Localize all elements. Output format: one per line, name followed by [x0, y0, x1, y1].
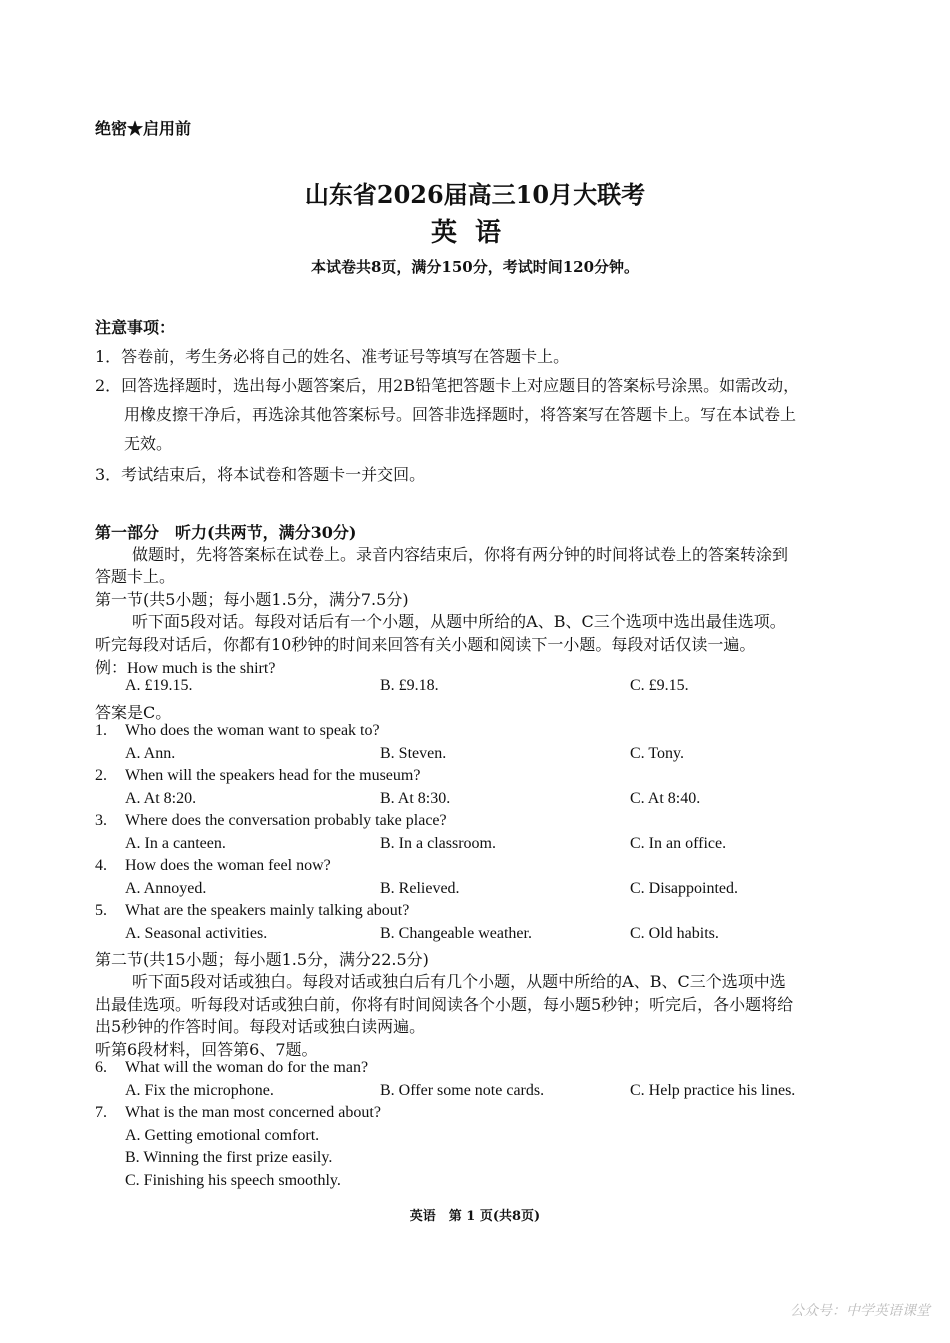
section2-intro-line2: 出最佳选项。听每段对话或独白前，你将有时间阅读各个小题，每小题5秒钟；听完后，各小题将给 — [95, 995, 794, 1014]
q3-option-c: C. In an office. — [630, 835, 727, 852]
example-option-b: B. £9.18. — [380, 677, 439, 694]
question-2: 2. When will the speakers head for the museum? — [95, 767, 421, 784]
section2-heading: 第二节(共15小题；每小题1.5分，满分22.5分) — [95, 950, 429, 969]
q7-option-c: C. Finishing his speech smoothly. — [125, 1172, 341, 1189]
section1-heading: 第一节(共5小题；每小题1.5分，满分7.5分) — [95, 590, 409, 609]
q1-option-c: C. Tony. — [630, 745, 684, 762]
q2-option-a: A. At 8:20. — [125, 790, 197, 807]
q6-option-b: B. Offer some note cards. — [380, 1082, 545, 1099]
part1-heading: 第一部分 听力(共两节，满分30分) — [95, 523, 357, 542]
confidential-label: 绝密★启用前 — [95, 119, 192, 138]
q4-option-a: A. Annoyed. — [125, 880, 207, 897]
notice-heading: 注意事项： — [95, 318, 176, 337]
question-3: 3. Where does the conversation probably take place? — [95, 812, 447, 829]
q2-option-c: C. At 8:40. — [630, 790, 701, 807]
question-7: 7. What is the man most concerned about? — [95, 1104, 381, 1121]
q5-option-c: C. Old habits. — [630, 925, 719, 942]
section2-intro-line3: 出5秒钟的作答时间。每段对话或独白读两遍。 — [95, 1017, 426, 1036]
q1-option-b: B. Steven. — [380, 745, 447, 762]
q7-option-b: B. Winning the first prize easily. — [125, 1149, 333, 1166]
q4-option-c: C. Disappointed. — [630, 880, 738, 897]
exam-info: 本试卷共8页，满分150分，考试时间120分钟。 — [310, 258, 640, 276]
notice-item-1: 1．答卷前，考生务必将自己的姓名、准考证号等填写在答题卡上。 — [95, 347, 570, 366]
page-footer: 英语 第 1 页(共8页) — [409, 1209, 541, 1224]
section1-intro-line1: 听下面5段对话。每段对话后有一个小题，从题中所给的A、B、C三个选项中选出最佳选项。 — [132, 612, 786, 631]
q4-option-b: B. Relieved. — [380, 880, 460, 897]
q5-option-a: A. Seasonal activities. — [125, 925, 268, 942]
example-question: 例：How much is the shirt? — [95, 660, 276, 677]
q3-option-b: B. In a classroom. — [380, 835, 496, 852]
notice-item-3: 3．考试结束后，将本试卷和答题卡一并交回。 — [95, 465, 426, 484]
q6-option-c: C. Help practice his lines. — [630, 1082, 796, 1099]
q7-option-a: A. Getting emotional comfort. — [125, 1127, 320, 1144]
exam-title: 山东省2026届高三10月大联考 — [304, 180, 646, 209]
section1-intro-line2: 听完每段对话后，你都有10秒钟的时间来回答有关小题和阅读下一小题。每段对话仅读一遍。 — [95, 635, 756, 654]
example-answer: 答案是C。 — [95, 703, 172, 722]
notice-item-2-cont: 用橡皮擦干净后，再选涂其他答案标号。回答非选择题时，将答案写在答题卡上。写在本试卷上 — [124, 405, 797, 424]
material-6-heading: 听第6段材料，回答第6、7题。 — [95, 1040, 318, 1059]
question-6: 6. What will the woman do for the man? — [95, 1059, 369, 1076]
part1-intro-line2: 答题卡上。 — [95, 567, 176, 586]
watermark: 公众号：中学英语课堂 — [790, 1303, 930, 1319]
question-5: 5. What are the speakers mainly talking about? — [95, 902, 410, 919]
q3-option-a: A. In a canteen. — [125, 835, 226, 852]
example-option-c: C. £9.15. — [630, 677, 689, 694]
question-4: 4. How does the woman feel now? — [95, 857, 331, 874]
section2-intro-line1: 听下面5段对话或独白。每段对话或独白后有几个小题，从题中所给的A、B、C三个选项中选 — [132, 972, 786, 991]
q6-option-a: A. Fix the microphone. — [125, 1082, 274, 1099]
part1-intro-line1: 做题时，先将答案标在试卷上。录音内容结束后，你将有两分钟的时间将试卷上的答案转涂到 — [132, 545, 789, 564]
notice-item-2: 2．回答选择题时，选出每小题答案后，用2B铅笔把答题卡上对应题目的答案标号涂黑。如需改动， — [95, 376, 800, 395]
q1-option-a: A. Ann. — [125, 745, 176, 762]
example-option-a: A. £19.15. — [125, 677, 193, 694]
notice-item-2-end: 无效。 — [124, 434, 173, 453]
q2-option-b: B. At 8:30. — [380, 790, 451, 807]
question-1: 1. Who does the woman want to speak to? — [95, 722, 380, 739]
q5-option-b: B. Changeable weather. — [380, 925, 532, 942]
subject-title: 英语 — [430, 218, 519, 248]
